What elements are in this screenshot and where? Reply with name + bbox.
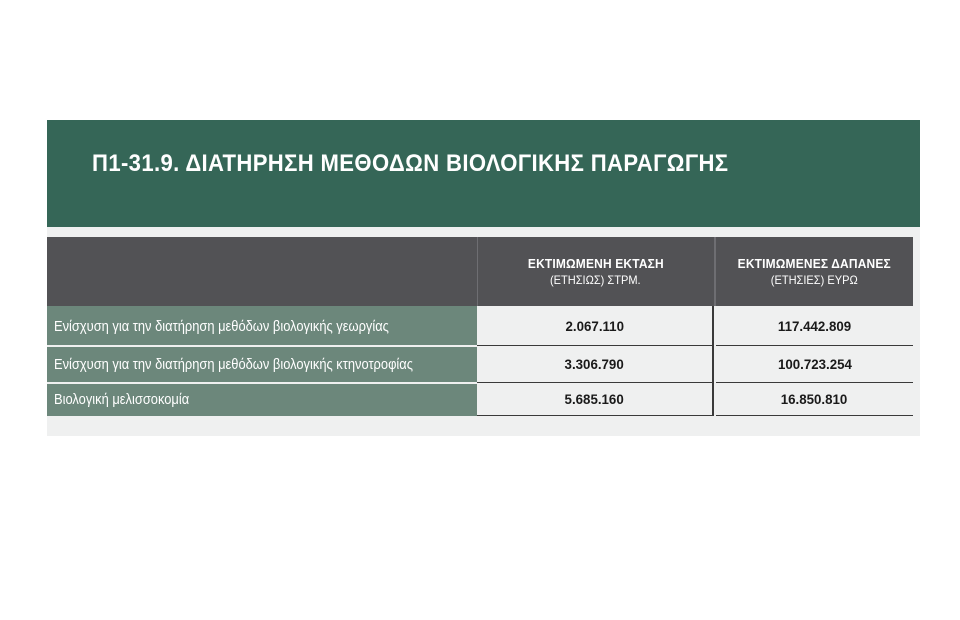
row-area-value: 2.067.110 bbox=[477, 306, 714, 346]
row-divider bbox=[47, 345, 477, 347]
page-title: Π1-31.9. ΔΙΑΤΗΡΗΣΗ ΜΕΘΟΔΩΝ ΒΙΟΛΟΓΙΚΗΣ ΠΑΡΑΓΩΓΗΣ bbox=[92, 150, 729, 177]
header-cost-unit: (ΕΤΗΣΙΕΣ) ΕΥΡΩ bbox=[771, 273, 858, 287]
data-table bbox=[47, 227, 920, 436]
row-label: Ενίσχυση για την διατήρηση μεθόδων βιολογικής κτηνοτροφίας bbox=[47, 346, 477, 383]
header-area-unit: (ΕΤΗΣΙΩΣ) ΣΤΡΜ. bbox=[550, 273, 641, 287]
header-estimated-cost bbox=[716, 237, 913, 306]
row-cost-value: 16.850.810 bbox=[716, 383, 913, 416]
row-label: Ενίσχυση για την διατήρηση μεθόδων βιολογικής γεωργίας bbox=[47, 306, 477, 346]
row-label: Βιολογική μελισσοκομία bbox=[47, 383, 477, 416]
header-blank-cell bbox=[47, 237, 477, 306]
row-divider bbox=[47, 382, 477, 384]
header-cost-title: ΕΚΤΙΜΩΜΕΝΕΣ ΔΑΠΑΝΕΣ bbox=[737, 256, 892, 271]
header-estimated-area bbox=[477, 237, 714, 306]
row-cost-value: 100.723.254 bbox=[716, 346, 913, 383]
table-row bbox=[47, 383, 913, 416]
row-area-value: 3.306.790 bbox=[477, 346, 714, 383]
table-row bbox=[47, 306, 913, 346]
title-banner bbox=[47, 120, 920, 227]
row-area-value: 5.685.160 bbox=[477, 383, 714, 416]
header-area-title: ΕΚΤΙΜΩΜΕΝΗ ΕΚΤΑΣΗ bbox=[527, 256, 664, 271]
table-header-row bbox=[47, 237, 913, 306]
row-cost-value: 117.442.809 bbox=[716, 306, 913, 346]
table-row bbox=[47, 346, 913, 383]
